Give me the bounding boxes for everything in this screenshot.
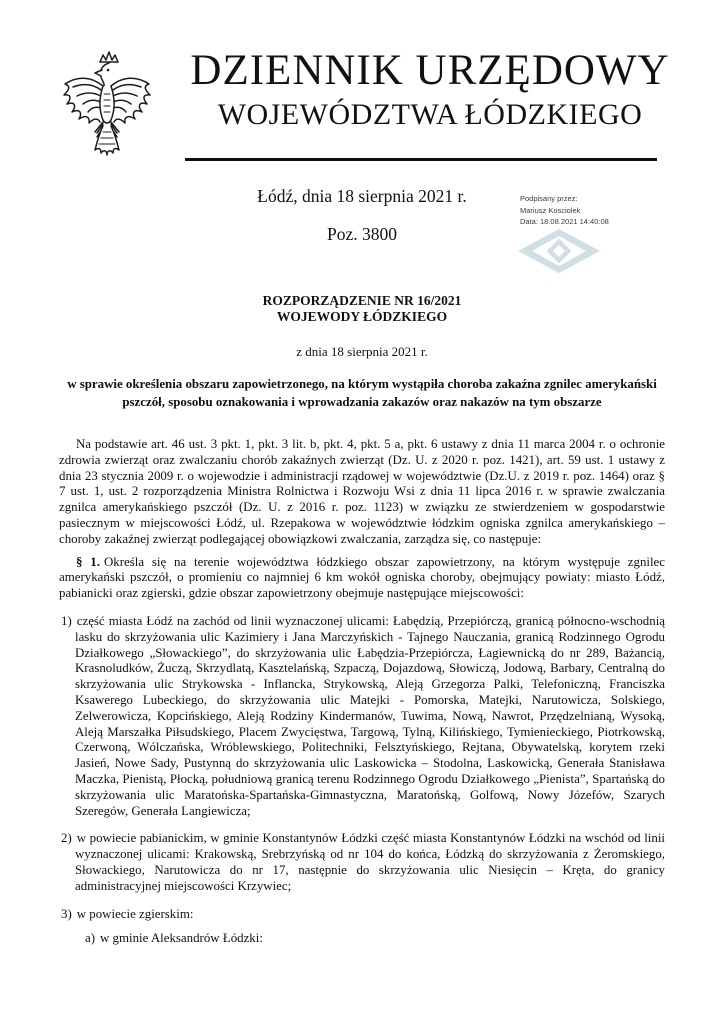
act-title [0,293,724,325]
list-item-1-marker: 1) [61,613,72,628]
act-subject: w sprawie określenia obszaru zapowietrzonego, na którym wystąpiła choroba zakaźna zgnilec amerykański pszczół, sposobu oznakowania i wprowadzania zakazów oraz nakazów na tym obszarze [67,377,657,409]
polish-eagle-emblem [57,50,157,160]
eagle-icon [57,50,157,160]
act-body [59,437,665,947]
act-title-line2: WOJEWODY ŁÓDZKIEGO [276,309,448,325]
list-item-2 [59,831,665,894]
list-item-3-text: w powiecie zgierskim: [76,906,194,921]
list-item-1 [59,614,665,819]
position-number: Poz. 3800 [327,224,397,244]
signature-signer-name: Mariusz Kosciolek [520,205,581,215]
signature-block [520,193,690,228]
list-item-2-text: w powiecie pabianickim, w gminie Konstantynów Łódzki część miasta Konstantynów Łódzki na wschód od linii wyznaczonej ulicami: Krakowską, Srebrzyńską od nr 104 do końca, Łódzką do skrzyżowania z Żeromskiego, Słowackiego, Narutowicza do nr 17, następnie do skrzyżowania ulic Niesięcin – Kręta, do granicy administracyjnej miejscowości Krzywiec; [75,831,665,893]
list-item-2-marker: 2) [61,831,72,846]
signature-date: Data: 18.08.2021 14:40:08 [520,217,609,227]
list-item-1-text: część miasta Łódź na zachód od linii wyznaczonej ulicami: Łabędzią, Przepiórczą, granicą północno-wschodnią lasku do skrzyżowania ulic Kazimiery i Jana Marczyńskich - Tajnego Nauczania, granicą Rodzinnego Ogrodu Działkowego „Słowackiego”, do skrzyżowania ulic Łabędzia-Przepiórcza, Łagiewnicką do nr 289, Bażancią, Krasnoludków, Żuczą, Skrzydlatą, Kasztelańską, Szpaczą, Dojazdową, Słowiczą, Jodową, Barbary, Centralną do skrzyżowania ulic Strykowska - Inflancka, Strykowską, Aleją Grzegorza Palki, Telefoniczną, Franciszka Ksawerego Lubeckiego, do skrzyżowania ulic Matejki - Pomorska, Matejki, Narutowicza, Solskiego, Zelwerowicza, Kopcińskiego, Aleją Rodziny Kindermanów, Tuwima, Nową, Nawrot, Przędzelnianą, Wysoką, Aleją Marszałka Piłsudskiego, Placem Zwycięstwa, Targową, Tylną, Kilińskiego, Tymienieckiego, Piotrkowską, Czerwoną, Wólczańska, Wróblewskiego, Politechniki, Felsztyńskiego, Rejtana, Obywatelską, korytem rzeki Jasień, Nowe Sady, Pustynną do skrzyżowania ulic Laskowicka – Stodolna, Laskowicką, Generała Stanisława Maczka, Pienistą, Płocką, południową granicą terenu Rodzinnego Ogrodu Działkowego „Pienista”, Spartańską do skrzyżowania ulic Maratońska-Spartańska-Gimnastyczna, Maratońską, Golfową, Nowy Józefów, Szarych Szeregów, Generała Langiewicza; [75,613,665,818]
masthead-divider [185,158,657,161]
act-date: z dnia 18 sierpnia 2021 r. [296,344,428,359]
journal-title: DZIENNIK URZĘDOWY [190,47,670,94]
signature-signed-by-label: Podpisany przez: [520,194,578,203]
journal-subtitle: WOJEWÓDZTWA ŁÓDZKIEGO [217,98,643,132]
act-title-line1: ROZPORZĄDZENIE NR 16/2021 [262,293,462,308]
paragraph-1-label: § 1. [76,554,100,569]
masthead [162,48,698,131]
list-item-3 [59,907,665,923]
signature-watermark-icon [518,229,600,273]
place-date-line: Łódź, dnia 18 sierpnia 2021 r. [257,186,467,206]
sublist-item-a-marker: a) [85,931,96,946]
sublist-item-a-text: w gminie Aleksandrów Łódzki: [100,931,263,946]
preamble-paragraph: Na podstawie art. 46 ust. 3 pkt. 1, pkt. 3 lit. b, pkt. 4, pkt. 5 a, pkt. 6 ustawy z dnia 11 marca 2004 r. o ochronie zdrowia zwierząt oraz zwalczaniu chorób zakaźnych zwierząt (Dz. U. z 2020 r. poz. 1421), art. 59 ust. 1 ustawy z dnia 23 stycznia 2009 r. o wojewodzie i administracji rządowej w województwie (Dz.U. z 2019 r. poz. 1464) oraz § 7 ust. 1, ust. 2 rozporządzenia Ministra Rolnictwa i Rozwoju Wsi z dnia 11 lipca 2016 r. w sprawie zwalczania zgnilca amerykańskiego pszczół (Dz. U. z 2016 r. poz. 1123) w związku ze stwierdzeniem w gospodarstwie pasiecznym w miejscowości Łódź, ul. Rzepakowa w województwie łódzkim ogniska zgnilca amerykańskiego – choroby zakaźnej zwierząt podlegającej obowiązkowi zwalczania, zarządza się, co następuje: [59,437,665,546]
paragraph-1-text: Określa się na terenie województwa łódzkiego obszar zapowietrzony, na którym występuje zgnilec amerykański pszczół, o promieniu co najmniej 6 km wokół ogniska choroby, obejmujący powiaty: miasto Łódź, pabianicki oraz zgierski, gdzie obszar zapowietrzony obejmuje następujące miejscowości: [59,554,665,601]
list-item-3-marker: 3) [61,906,72,921]
paragraph-1 [59,555,665,602]
sublist-item-a [85,931,665,947]
